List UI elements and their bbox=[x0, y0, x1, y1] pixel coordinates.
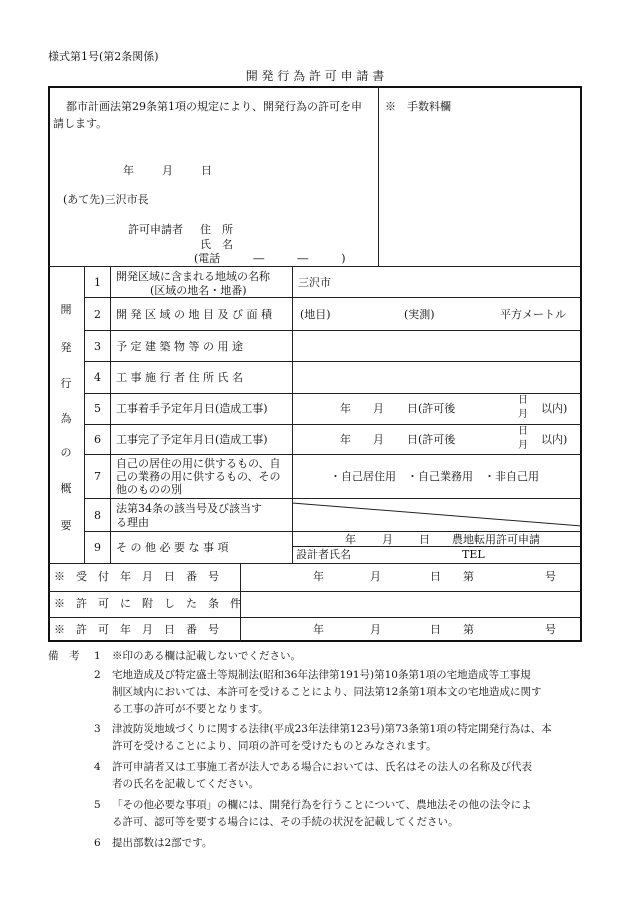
row-9-tel: TEL bbox=[462, 548, 485, 561]
row-9-day: 日 bbox=[419, 533, 430, 546]
note-line: 許可申請者又は工事施工者が法人である場合においては、氏名はその法人の名称及び代表 bbox=[112, 761, 532, 773]
note-number: 3 bbox=[94, 723, 101, 735]
row-9-designer: 設計者氏名 bbox=[296, 548, 351, 561]
row-number: 7 bbox=[94, 470, 101, 483]
row-line bbox=[84, 361, 582, 362]
row-6-small-month: 月 bbox=[518, 440, 528, 451]
row-line bbox=[84, 531, 582, 532]
form-number: 様式第1号(第2条関係) bbox=[48, 50, 159, 63]
received-year: 年 bbox=[313, 570, 324, 583]
date-year: 年 bbox=[123, 164, 134, 177]
received-day: 日 bbox=[430, 570, 441, 583]
row-number: 5 bbox=[94, 402, 101, 415]
row-line bbox=[84, 424, 582, 425]
name-label: 氏 名 bbox=[200, 238, 233, 251]
row-1-label-line1: 開発区域に含まれる地域の名称 bbox=[116, 270, 270, 283]
row-7-label-line1: 自己の居住の用に供するもの、自 bbox=[116, 457, 281, 470]
note-line: る許可、認可等を要する場合には、その手続の状況を記載してください。 bbox=[112, 816, 459, 828]
address-label: 住 所 bbox=[200, 223, 233, 236]
note-line: 許可を受けることにより、同項の許可を受けたものとみなされます。 bbox=[112, 740, 437, 752]
row-9-subline bbox=[292, 546, 582, 547]
row-5-month: 月 bbox=[373, 402, 384, 415]
header-divider bbox=[378, 86, 379, 266]
row-number: 4 bbox=[94, 371, 101, 384]
fee-label: ※ 手数料欄 bbox=[385, 100, 451, 113]
row-9-month: 月 bbox=[382, 533, 393, 546]
row-7-value: ・自己居住用 ・自己業務用 ・非自己用 bbox=[330, 470, 539, 483]
received-go: 号 bbox=[545, 570, 556, 583]
row-8-diagonal bbox=[292, 498, 582, 531]
row-6-end: 以内) bbox=[541, 433, 568, 446]
row-2-measured: (実測) bbox=[404, 308, 435, 321]
row-5-year: 年 bbox=[340, 402, 351, 415]
note-number: 5 bbox=[94, 799, 101, 811]
row-2-land-type: (地目) bbox=[300, 308, 331, 321]
row-6-small-day: 日 bbox=[518, 426, 528, 437]
row-1-label-line2: (区域の地名・地番) bbox=[150, 284, 247, 297]
note-line: 「その他必要な事項」の欄には、開発行為を行うことについて、農地法その他の法令によ bbox=[112, 799, 532, 811]
note-number: 1 bbox=[94, 650, 101, 662]
row-9-text: 農地転用許可申請 bbox=[452, 533, 540, 546]
note-line: 制区域内においては、本許可を受けることにより、同法第12条第1項本文の宅地造成に関す bbox=[112, 686, 542, 698]
received-month: 月 bbox=[370, 570, 381, 583]
side-char: 開 bbox=[60, 303, 72, 316]
side-char: 為 bbox=[60, 412, 72, 425]
permit-day: 日 bbox=[430, 623, 441, 636]
date-month: 月 bbox=[162, 164, 173, 177]
note-number: 6 bbox=[94, 837, 101, 849]
phone-label: (電話 ― ― ) bbox=[194, 252, 346, 265]
side-char: 要 bbox=[60, 519, 72, 532]
row-number: 8 bbox=[94, 509, 101, 522]
row-3-label: 予 定 建 築 物 等 の 用 途 bbox=[116, 340, 243, 353]
row-9-year: 年 bbox=[345, 533, 356, 546]
received-dai: 第 bbox=[463, 570, 474, 583]
note-line: る工事の許可が不要となります。 bbox=[112, 703, 269, 715]
statement-line1: 都市計画法第29条第1項の規定により、開発行為の許可を申 bbox=[66, 100, 362, 113]
note-line: ※印のある欄は記載しないでください。 bbox=[112, 650, 301, 662]
permit-month: 月 bbox=[370, 623, 381, 636]
row-5-small-month: 月 bbox=[518, 409, 528, 420]
note-number: 4 bbox=[94, 761, 101, 773]
received-label: ※ 受 付 年 月 日 番 号 bbox=[54, 570, 219, 583]
note-line: 提出部数は2部です。 bbox=[112, 837, 213, 849]
row-number: 1 bbox=[94, 276, 101, 289]
permit-year: 年 bbox=[313, 623, 324, 636]
row-number: 6 bbox=[94, 433, 101, 446]
row-number: 2 bbox=[94, 308, 101, 321]
notes-label: 備 考 bbox=[48, 650, 80, 662]
permit-label: ※ 許 可 年 月 日 番 号 bbox=[54, 623, 219, 636]
row-5-day: 日(許可後 bbox=[407, 402, 456, 415]
side-label bbox=[48, 266, 84, 564]
row-6-day: 日(許可後 bbox=[407, 433, 456, 446]
row-7-label-line2: 己の業務の用に供するもの、その bbox=[116, 470, 281, 483]
row-number: 3 bbox=[94, 340, 101, 353]
conditions-label: ※ 許 可 に 附 し た 条 件 bbox=[54, 597, 241, 610]
row-4-label: 工 事 施 行 者 住 所 氏 名 bbox=[116, 371, 243, 384]
row-2-unit: 平方メートル bbox=[500, 308, 566, 321]
row-6-year: 年 bbox=[340, 433, 351, 446]
row-5-label: 工事着手予定年月日(造成工事) bbox=[116, 402, 268, 415]
row-1-value: 三沢市 bbox=[298, 276, 331, 289]
row-2-label: 開 発 区 域 の 地 目 及 び 面 積 bbox=[116, 308, 272, 321]
statement-line2: 請します。 bbox=[53, 117, 108, 130]
row-6-label: 工事完了予定年月日(造成工事) bbox=[116, 433, 268, 446]
row-line bbox=[84, 454, 582, 455]
row-9-label: そ の 他 必 要 な 事 項 bbox=[116, 541, 229, 554]
note-line: 者の氏名を記載してください。 bbox=[112, 778, 259, 790]
row-line bbox=[84, 393, 582, 394]
side-char: 行 bbox=[60, 377, 72, 390]
page-title: 開 発 行 為 許 可 申 請 書 bbox=[245, 69, 385, 83]
row-8-label-line1: 法第34条の該当号及び該当す bbox=[116, 502, 262, 515]
permit-dai: 第 bbox=[463, 623, 474, 636]
row-8-label-line2: る理由 bbox=[116, 516, 149, 529]
note-number: 2 bbox=[94, 669, 101, 681]
side-char: 概 bbox=[60, 482, 72, 495]
permit-go: 号 bbox=[545, 623, 556, 636]
bottom-row-line bbox=[48, 617, 582, 618]
side-char: 発 bbox=[60, 341, 72, 354]
row-5-small-day: 日 bbox=[518, 395, 528, 406]
row-line bbox=[84, 330, 582, 331]
row-number: 9 bbox=[94, 541, 101, 554]
side-column-line bbox=[84, 266, 85, 564]
row-7-label-line3: 他のものの別 bbox=[116, 483, 182, 496]
note-line: 宅地造成及び特定盛土等規制法(昭和36年法律第191号)第10条第1項の宅地造成等工事規 bbox=[112, 669, 531, 681]
number-column-line bbox=[110, 266, 111, 564]
addressee: (あて先)三沢市長 bbox=[63, 193, 149, 206]
bottom-section-line bbox=[48, 563, 582, 564]
row-6-month: 月 bbox=[373, 433, 384, 446]
side-char: の bbox=[60, 446, 72, 459]
row-line bbox=[84, 297, 582, 298]
row-5-end: 以内) bbox=[541, 402, 568, 415]
header-bottom-line bbox=[48, 266, 582, 267]
bottom-row-line bbox=[48, 591, 582, 592]
note-line: 津波防災地域づくりに関する法律(平成23年法律第123号)第73条第1項の特定開発行為は、本 bbox=[112, 723, 552, 735]
applicant-label: 許可申請者 bbox=[128, 223, 183, 236]
date-day: 日 bbox=[201, 164, 212, 177]
